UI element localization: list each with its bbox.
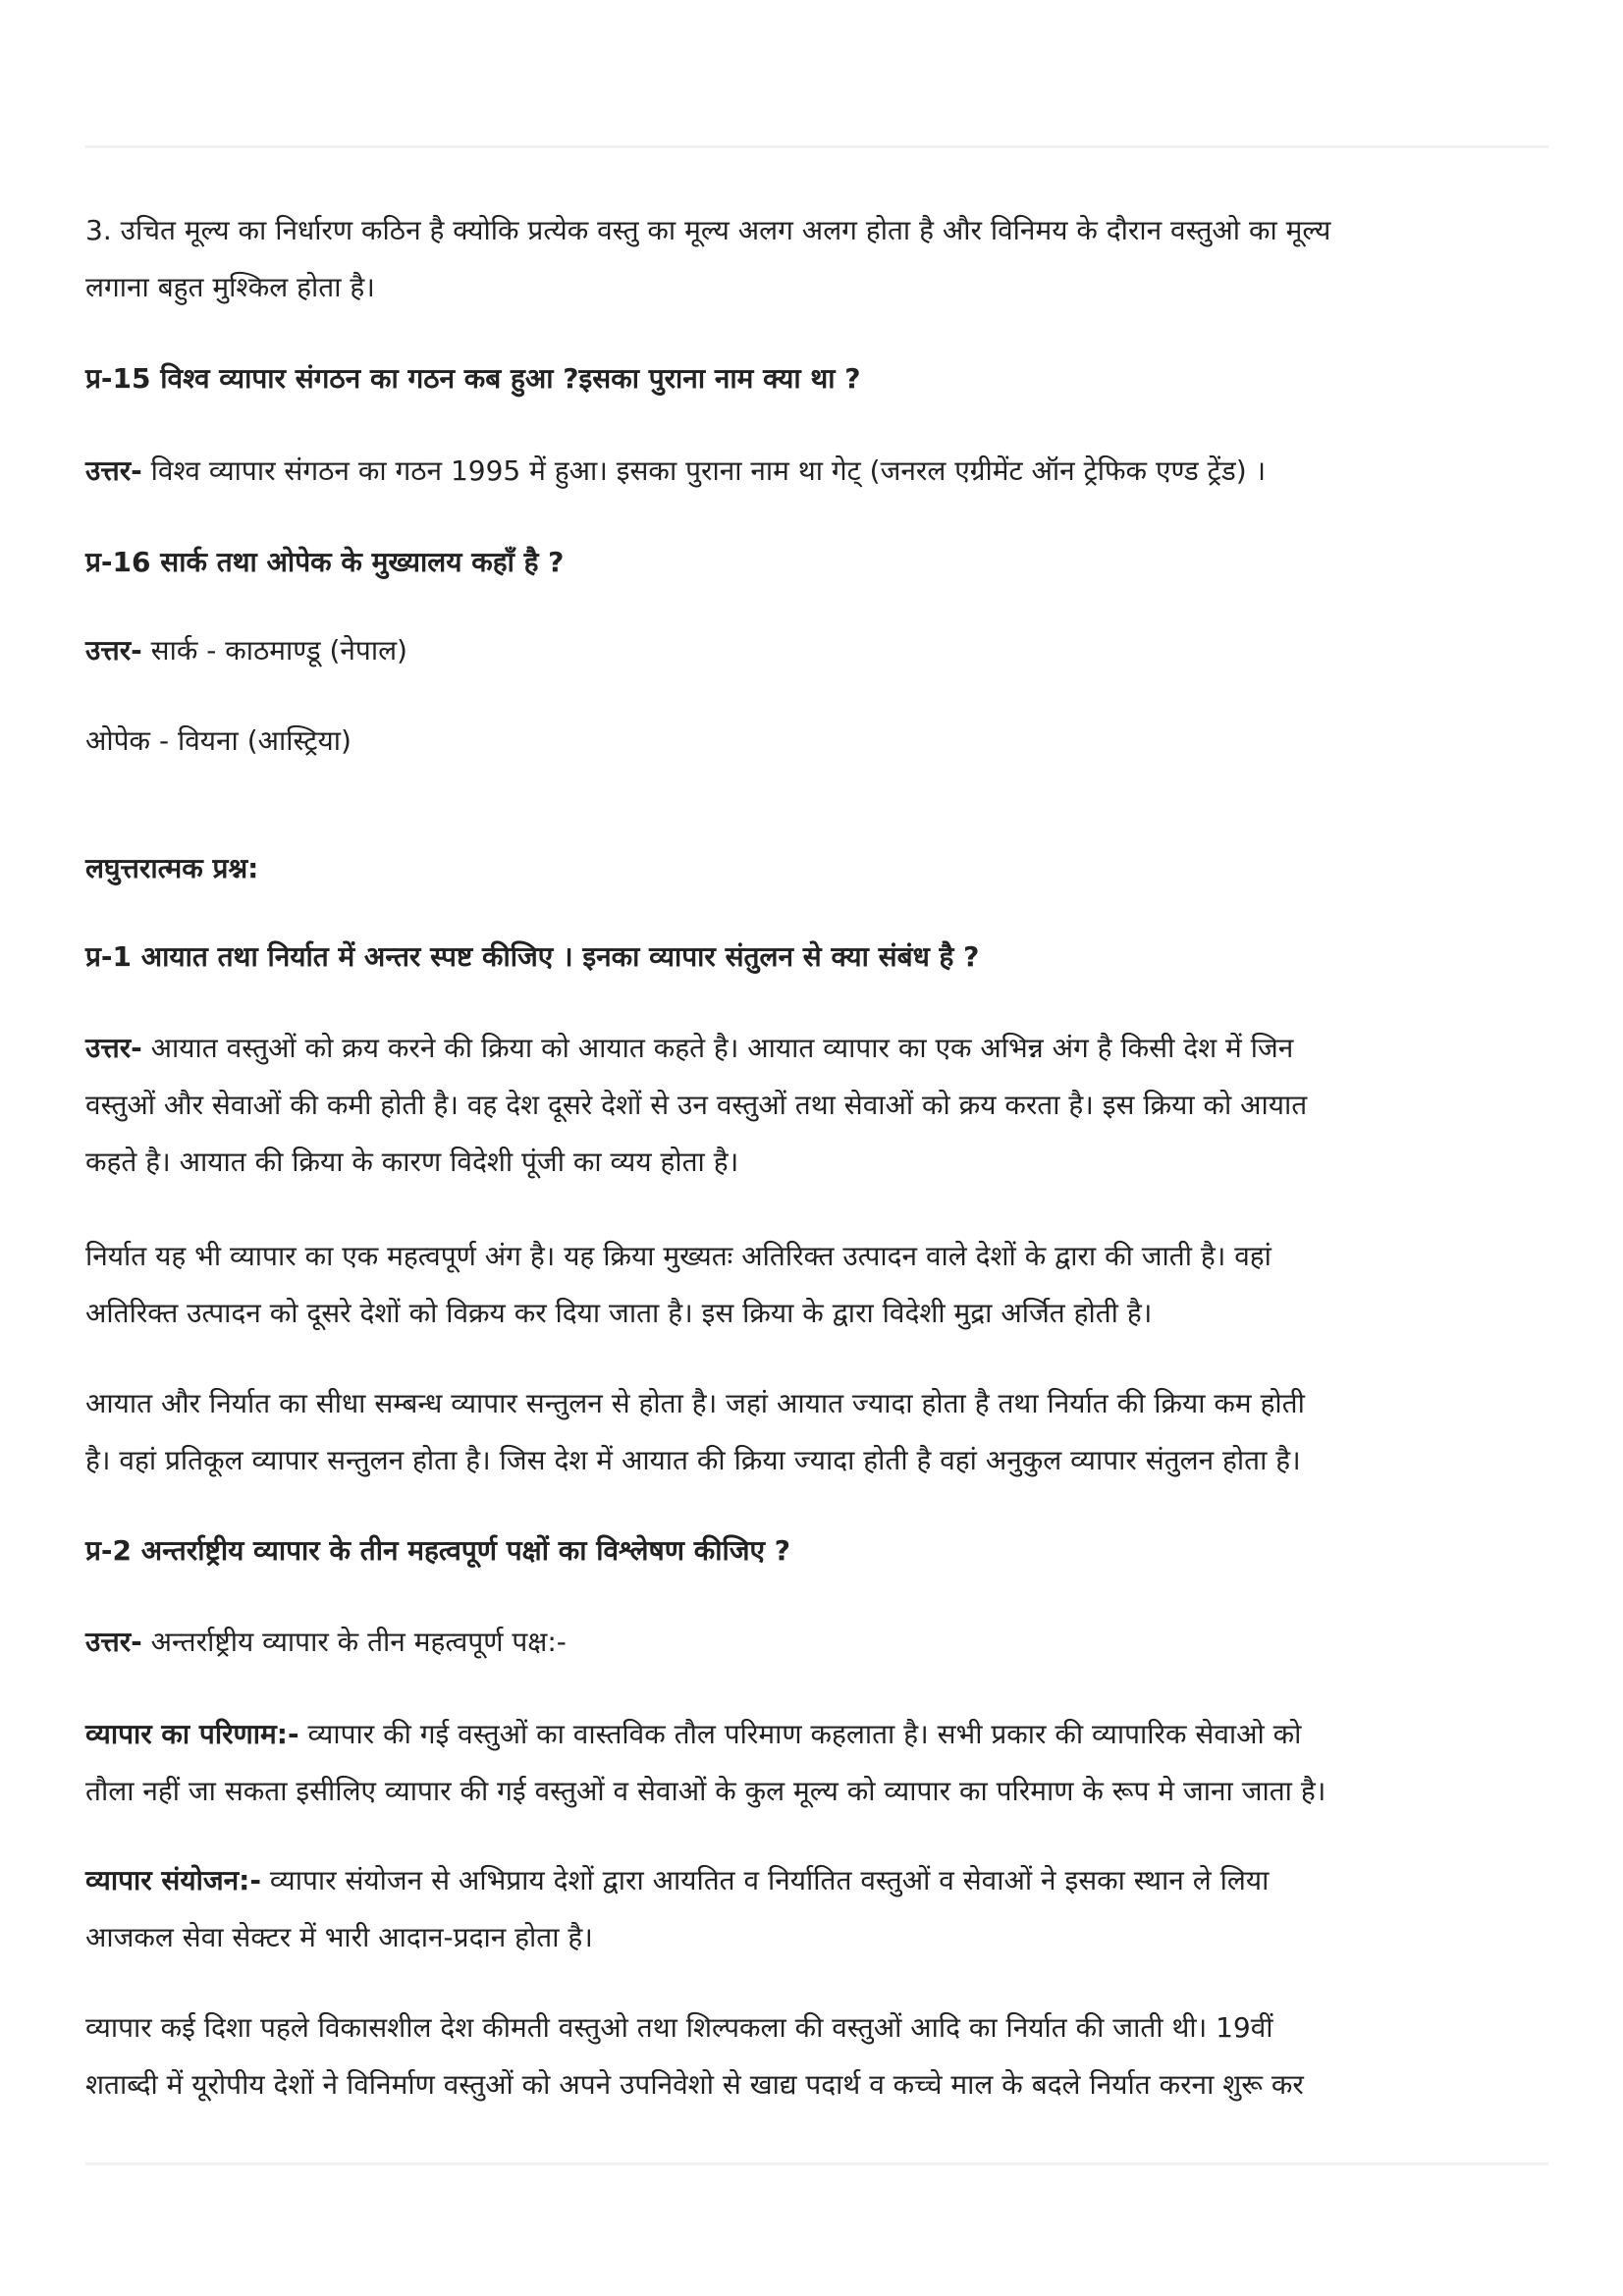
question-16: प्र-16 सार्क तथा ओपेक के मुख्यालय कहाँ है ? (85, 546, 565, 578)
text-line: है। वहां प्रतिकूल व्यापार सन्तुलन होता है। जिस देश में आयात की क्रिया ज्यादा होती है वहां अनुकुल व्यापार संतुलन होता है। (85, 1444, 1301, 1476)
answer-16 (85, 622, 1558, 679)
text-line: व्यापार कई दिशा पहले विकासशील देश कीमती वस्तुओ तथा शिल्पकला की वस्तुओं आदि का निर्यात की जाती थी। 19वीं (85, 2011, 1273, 2044)
answer-16-opec: ओपेक - वियना (आस्ट्रिया) (85, 724, 352, 757)
text-line: आजकल सेवा सेक्टर में भारी आदान-प्रदान होता है। (85, 1921, 593, 1953)
volume-paragraph (85, 1706, 1558, 1820)
bottom-divider (85, 2163, 1548, 2165)
text-line: 3. उचित मूल्य का निर्धारण कठिन है क्योकि प्रत्येक वस्तु का मूल्य अलग अलग होता है और विनिमय के दौरान वस्तुओ का मूल्य (85, 214, 1331, 246)
question-2: प्र-2 अन्तर्राष्ट्रीय व्यापार के तीन महत्वपूर्ण पक्षों का विश्लेषण कीजिए ? (85, 1534, 790, 1567)
term-label: व्यापार का परिणाम:- (85, 1718, 299, 1750)
text-line: वस्तुओं और सेवाओं की कमी होती है। वह देश दूसरे देशों से उन वस्तुओं तथा सेवाओं को क्रय करता है। इस क्रिया को आयात (85, 1089, 1308, 1121)
top-divider (85, 145, 1548, 148)
text-line: निर्यात यह भी व्यापार का एक महत्वपूर्ण अंग है। यह क्रिया मुख्यतः अतिरिक्त उत्पादन वाले देशों के द्वारा की जाती है। वहां (85, 1240, 1271, 1272)
text-line: तौला नहीं जा सकता इसीलिए व्यापार की गई वस्तुओं व सेवाओं के कुल मूल्य को व्यापार का परिमाण के रूप मे जाना जाता है। (85, 1775, 1326, 1807)
answer-text: विश्व व्यापार संगठन का गठन 1995 में हुआ। इसका पुराना नाम था गेट् (जनरल एग्रीमेंट ऑन ट्रेफिक एण्ड ट्रेंड) । (141, 454, 1267, 487)
text-line: लगाना बहुत मुश्किल होता है। (85, 271, 375, 303)
answer-text: अन्तर्राष्ट्रीय व्यापार के तीन महत्वपूर्ण पक्ष:- (141, 1626, 567, 1658)
answer-15 (85, 443, 1558, 500)
text-line: शताब्दी में यूरोपीय देशों ने विनिर्माण वस्तुओं को अपने उपनिवेशो से खाद्य पदार्थ व कच्चे माल के बदले निर्यात करना शुरू कर (85, 2068, 1304, 2101)
answer-2 (85, 1614, 1558, 1671)
direction-paragraph (85, 2000, 1558, 2113)
question-1: प्र-1 आयात तथा निर्यात में अन्तर स्पष्ट कीजिए । इनका व्यापार संतुलन से क्या संबंध है ? (85, 940, 980, 973)
composition-paragraph (85, 1852, 1558, 1966)
answer-label: उत्तर- (85, 634, 142, 667)
section-heading: लघुत्तरात्मक प्रश्न: (85, 852, 259, 884)
text-line: आयात और निर्यात का सीधा सम्बन्ध व्यापार सन्तुलन से होता है। जहां आयात ज्यादा होता है तथा निर्यात की क्रिया कम होती (85, 1387, 1305, 1419)
answer-text: सार्क - काठमाण्डू (नेपाल) (141, 634, 407, 667)
answer-1 (85, 1020, 1558, 1191)
question-15: प्र-15 विश्व व्यापार संगठन का गठन कब हुआ ?इसका पुराना नाम क्या था ? (85, 362, 861, 395)
text-line: व्यापार की गई वस्तुओं का वास्तविक तौल परिमाण कहलाता है। सभी प्रकार की व्यापारिक सेवाओ को (298, 1718, 1302, 1750)
text-line: आयात वस्तुओं को क्रय करने की क्रिया को आयात कहते है। आयात व्यापार का एक अभिन्न अंग है किसी देश में जिन (141, 1032, 1294, 1064)
text-line: कहते है। आयात की क्रिया के कारण विदेशी पूंजी का व्यय होता है। (85, 1146, 739, 1178)
term-label: व्यापार संयोजन:- (85, 1864, 261, 1896)
intro-paragraph (85, 202, 1558, 316)
answer-label: उत्तर- (85, 1032, 142, 1064)
text-line: व्यापार संयोजन से अभिप्राय देशों द्वारा आयतित व निर्यातित वस्तुओं व सेवाओं ने इसका स्थान ले लिया (260, 1864, 1270, 1896)
text-line: अतिरिक्त उत्पादन को दूसरे देशों को विक्रय कर दिया जाता है। इस क्रिया के द्वारा विदेशी मुद्रा अर्जित होती है। (85, 1297, 1153, 1329)
balance-paragraph (85, 1375, 1558, 1489)
answer-label: उत्तर- (85, 454, 142, 487)
export-paragraph (85, 1228, 1558, 1342)
answer-label: उत्तर- (85, 1626, 142, 1658)
